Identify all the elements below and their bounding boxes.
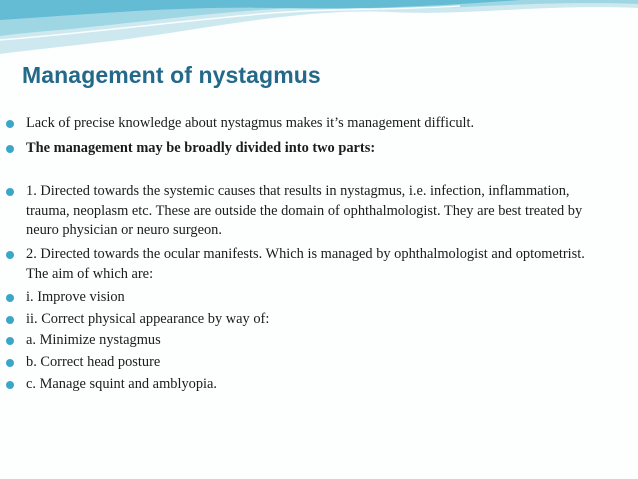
bullet-text: 1. Directed towards the systemic causes that results in nystagmus, i.e. infection, inflammation, trauma, neoplasm etc. These are outside the domain of ophthalmologist. They are best treated by neuro physician or neuro surgeon.: [26, 183, 583, 238]
bullet-item: [6, 310, 606, 330]
bullet-text: The management may be broadly divided into two parts:: [26, 140, 376, 156]
bullet-icon: [6, 120, 14, 128]
bullet-item: [6, 245, 606, 284]
bullet-icon: [6, 294, 14, 302]
bullet-icon: [6, 188, 14, 196]
bullet-text: 2. Directed towards the ocular manifests. Which is managed by ophthalmologist and optometrist. The aim of which are:: [26, 246, 585, 282]
bullet-icon: [6, 316, 14, 324]
bullet-item: [6, 375, 606, 395]
bullet-text: c. Manage squint and amblyopia.: [26, 376, 218, 392]
bullet-text: i. Improve vision: [26, 289, 125, 305]
bullet-item: [6, 331, 606, 351]
bullet-icon: [6, 145, 14, 153]
bullet-text: a. Minimize nystagmus: [26, 332, 161, 348]
bullet-item: [6, 353, 606, 373]
bullet-item: [6, 139, 606, 159]
bullet-icon: [6, 251, 14, 259]
bullet-item: [6, 288, 606, 308]
bullet-item: [6, 114, 606, 134]
bullet-item: [6, 182, 606, 241]
bullet-text: Lack of precise knowledge about nystagmus makes it’s management difficult.: [26, 115, 475, 131]
bullet-icon: [6, 381, 14, 389]
bullet-icon: [6, 359, 14, 367]
slide-title: Management of nystagmus: [22, 62, 321, 88]
bullet-text: b. Correct head posture: [26, 354, 161, 370]
bullet-text: ii. Correct physical appearance by way of:: [26, 311, 270, 327]
bullet-icon: [6, 337, 14, 345]
